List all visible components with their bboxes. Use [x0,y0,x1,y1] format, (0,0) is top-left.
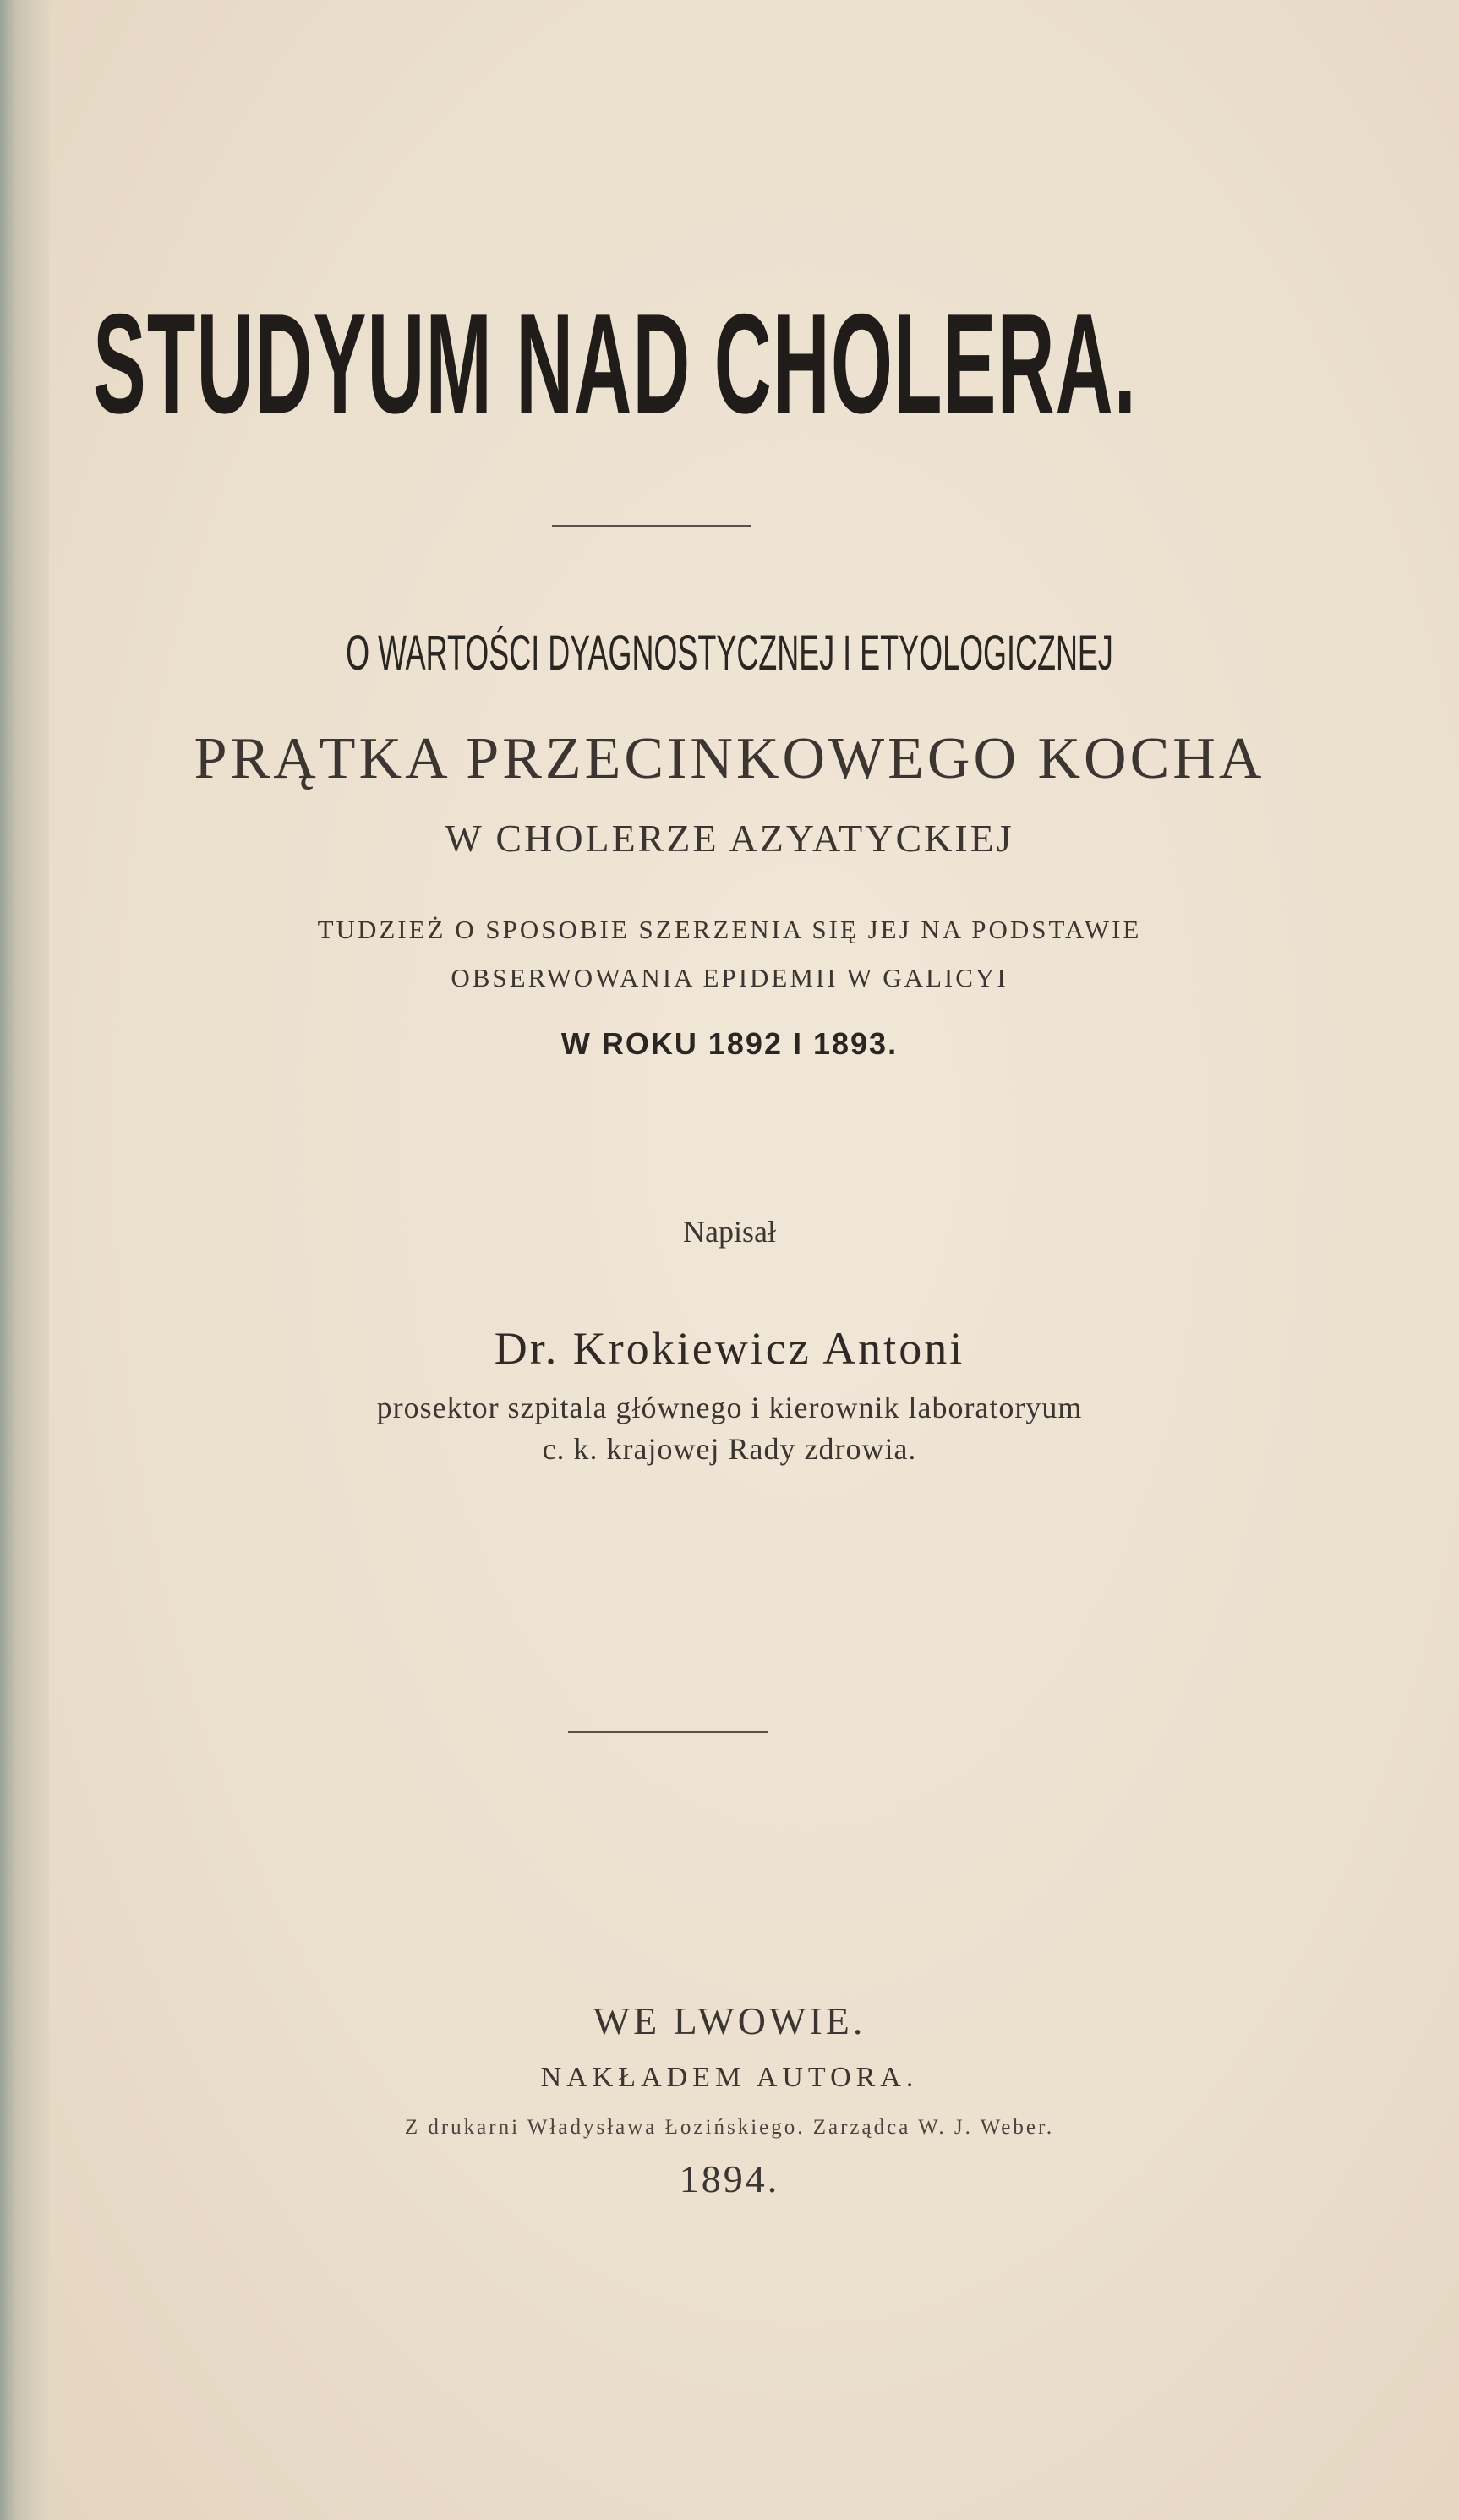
author-name: Dr. Krokiewicz Antoni [494,1323,965,1374]
subtitle-line-5: OBSERWOWANIA EPIDEMII W GALICYI [451,963,1008,992]
imprint-divider [568,1731,768,1733]
subtitle-years: W ROKU 1892 I 1893. [560,1026,899,1061]
subtitle-line-4: TUDZIEŻ O SPOSOBIE SZERZENIA SIĘ JEJ NA PODSTAWIE [317,915,1142,944]
wrote-label: Napisał [683,1215,776,1249]
imprint-year: 1894. [679,2157,780,2200]
subtitle-line-3: W CHOLERZE AZYATYCKIEJ [445,817,1014,860]
title-divider [552,525,751,527]
book-title: STUDYUM NAD CHOLERA. [93,284,1137,443]
author-role-line-2: c. k. krajowej Rady zdrowia. [542,1432,917,1466]
imprint-printer: Z drukarni Władysława Łozińskiego. Zarządca W. J. Weber. [404,2116,1055,2139]
imprint-publisher: NAKŁADEM AUTORA. [540,2062,919,2093]
subtitle-line-1: O WARTOŚCI DYAGNOSTYCZNEJ I ETYOLOGICZNEJ [346,626,1113,681]
subtitle-line-2: PRĄTKA PRZECINKOWEGO KOCHA [194,726,1265,791]
imprint-place: WE LWOWIE. [593,1999,866,2042]
author-role-line-1: prosektor szpitala głównego i kierownik laboratoryum [376,1391,1083,1424]
